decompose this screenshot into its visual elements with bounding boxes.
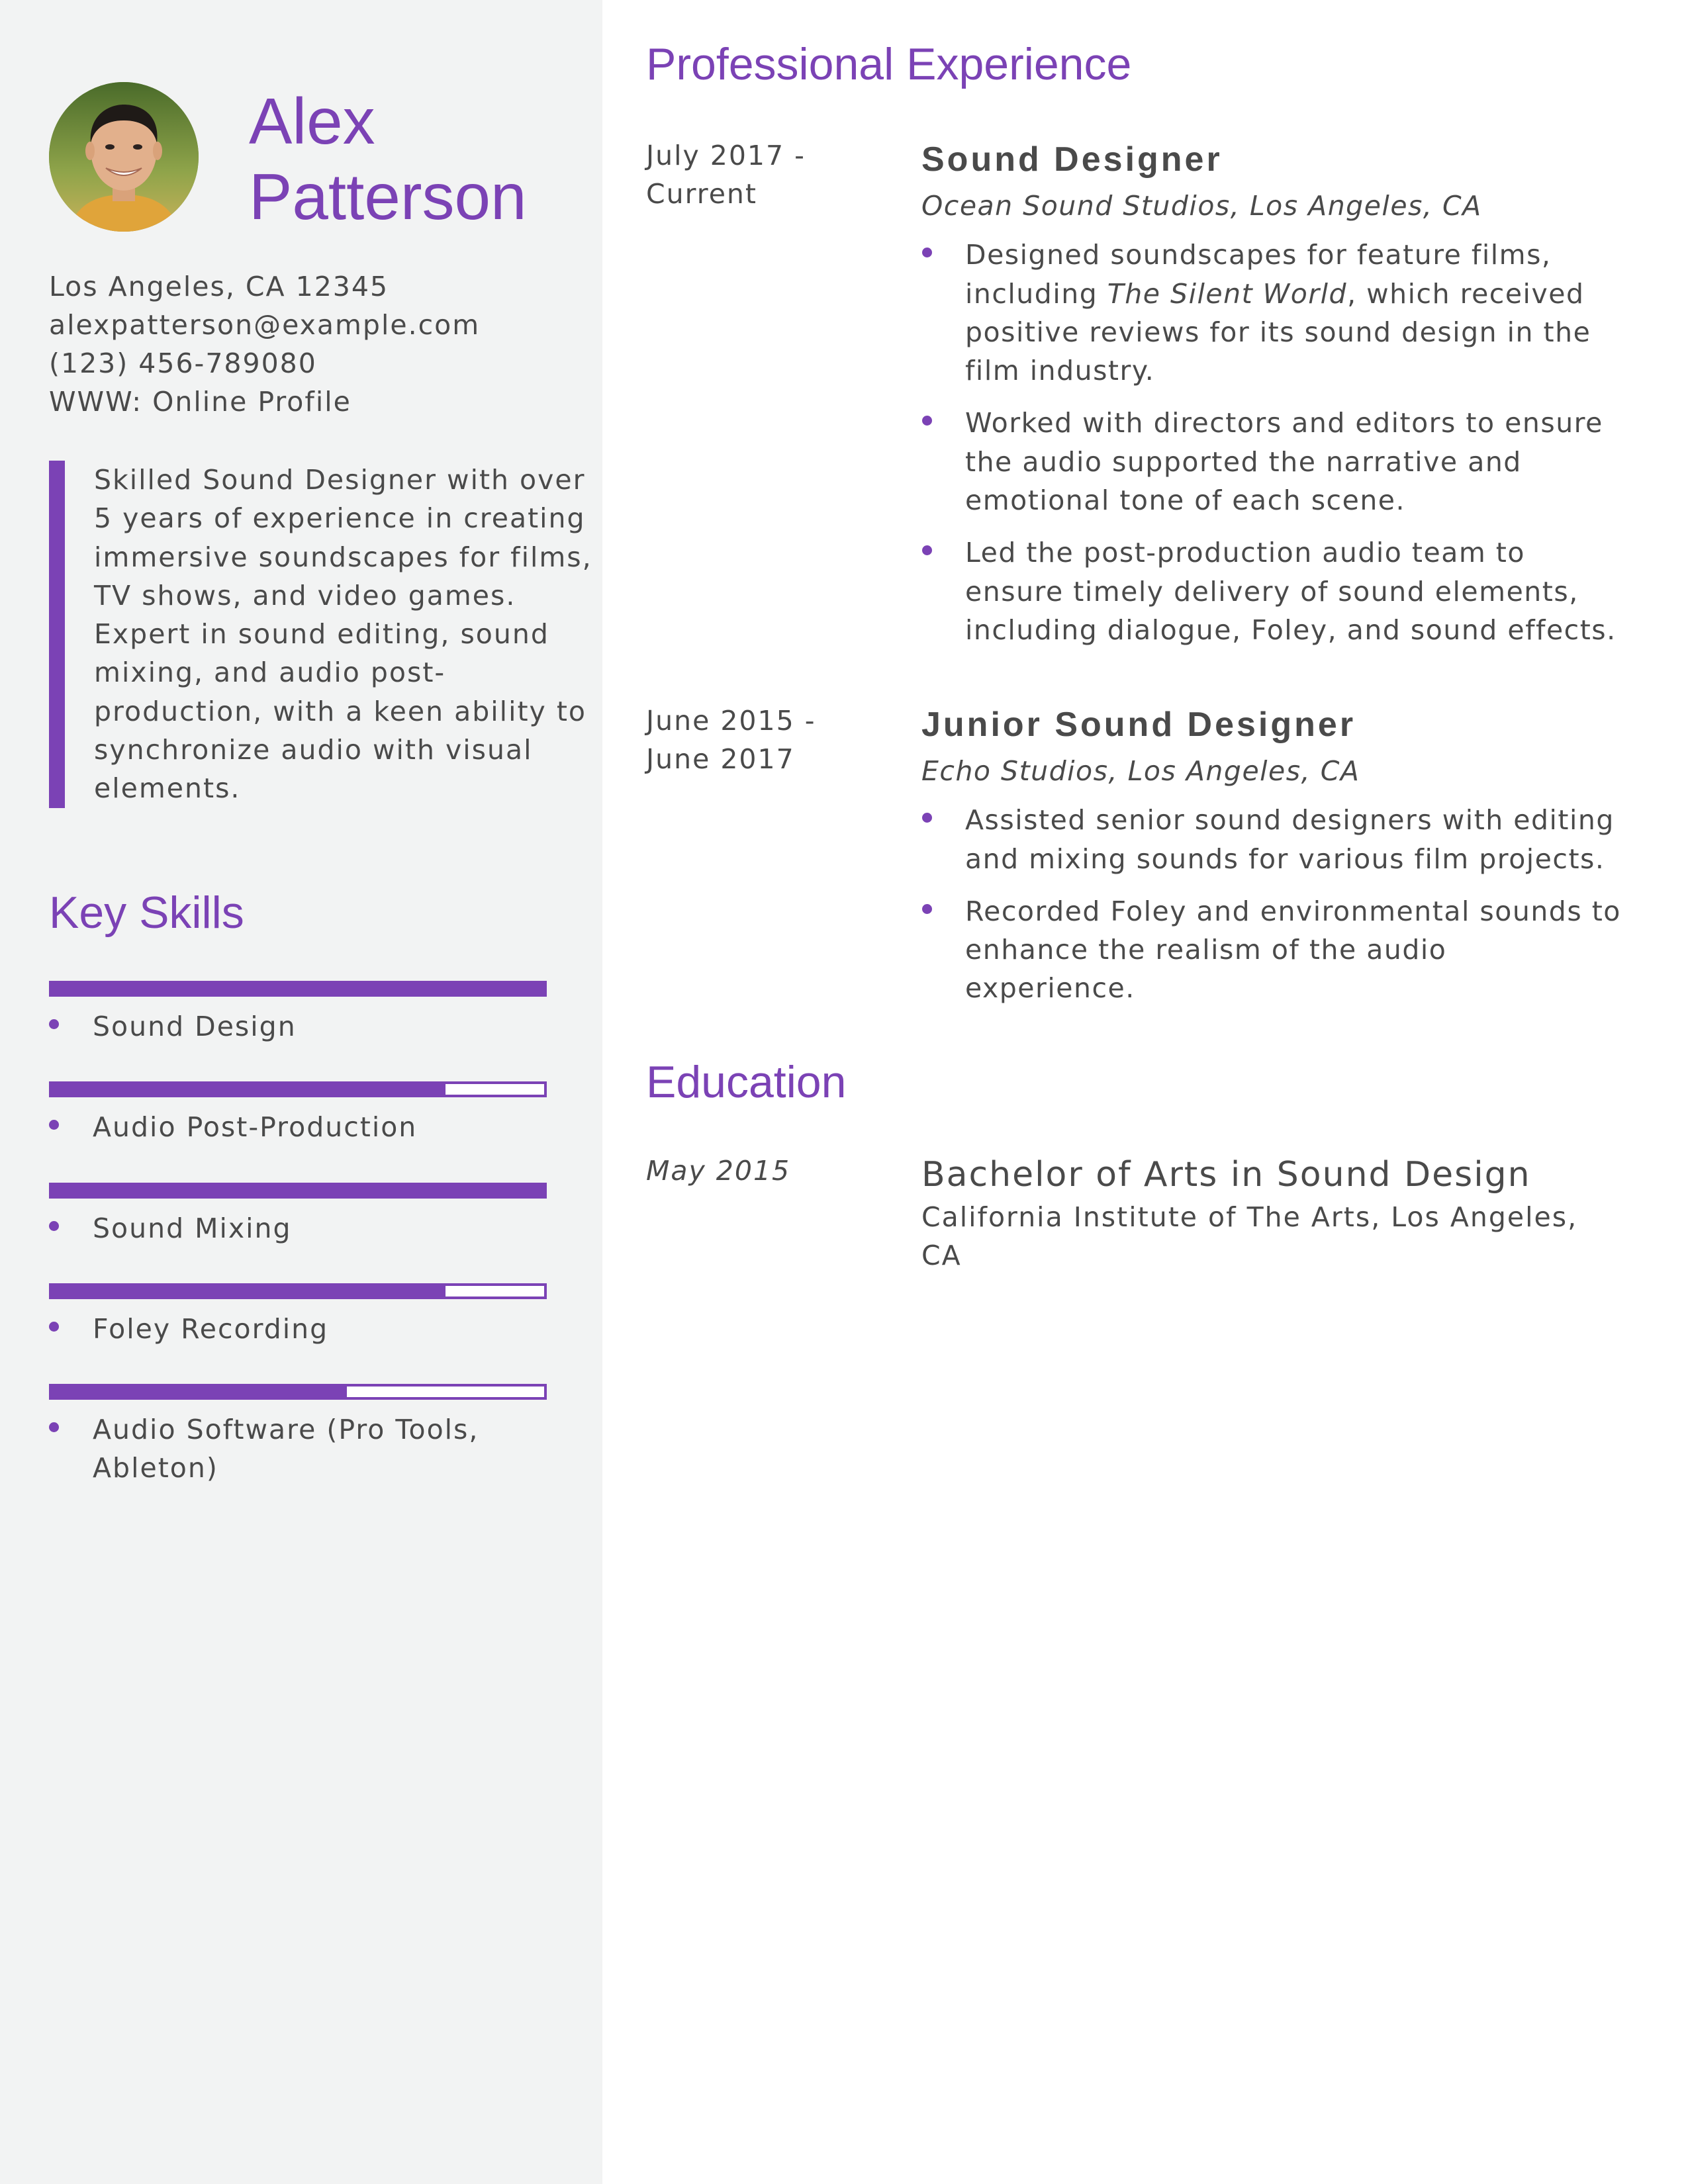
candidate-name	[249, 83, 593, 234]
job-entry	[646, 136, 1665, 649]
skill-item	[49, 981, 547, 1046]
bullet-icon	[922, 248, 932, 257]
first-name: Alex	[249, 85, 375, 158]
skill-item	[49, 1183, 547, 1248]
bullet-icon	[49, 1019, 59, 1029]
bullet-icon	[922, 545, 932, 555]
skill-level-fill	[52, 1185, 544, 1196]
degree: Bachelor of Arts in Sound Design	[921, 1155, 1531, 1195]
job-dates	[646, 702, 884, 779]
list-item	[921, 236, 1626, 390]
skill-item	[49, 1384, 547, 1488]
bullet-icon	[922, 904, 932, 914]
skill-level-bar	[49, 1081, 547, 1097]
skill-item	[49, 1283, 547, 1348]
skills-list	[49, 981, 547, 1488]
job-entry	[646, 702, 1665, 1008]
bullet-text: Recorded Foley and environmental sounds to enhance the realism of the audio experience.	[965, 895, 1621, 1005]
address: Los Angeles, CA 12345	[49, 271, 389, 302]
email-link[interactable]: alexpatterson@example.com	[49, 309, 481, 341]
sidebar	[0, 0, 602, 2184]
list-item	[921, 801, 1626, 878]
bullet-emphasis: The Silent World	[1107, 277, 1348, 310]
job-date-start: July 2017 -	[646, 140, 806, 171]
job-company: Echo Studios, Los Angeles, CA	[921, 755, 1360, 787]
skill-label: Audio Post-Production	[93, 1111, 418, 1144]
skill-level-bar	[49, 981, 547, 997]
bullet-text-after: , which received positive reviews for its sound design in the film industry.	[965, 277, 1591, 387]
job-dates	[646, 136, 884, 214]
skill-label: Sound Mixing	[93, 1212, 292, 1244]
last-name: Patterson	[249, 160, 527, 233]
job-bullets	[921, 801, 1626, 1007]
education-heading: Education	[646, 1057, 847, 1107]
professional-summary: Skilled Sound Designer with over 5 years of experience in creating immersive soundscapes for films, TV shows, and video games. Expert in sound editing, sound mixing, and audio post-production, with a keen ability to synchronize audio with visual elements.	[49, 461, 597, 808]
list-item	[921, 533, 1626, 649]
skill-level-bar	[49, 1283, 547, 1299]
key-skills-heading: Key Skills	[49, 887, 244, 938]
job-date-start: June 2015 -	[646, 705, 816, 737]
bullet-text: Assisted senior sound designers with editing and mixing sounds for various film projects.	[965, 804, 1615, 875]
contact-info	[49, 267, 579, 421]
job-title: Sound Designer	[921, 140, 1223, 179]
skill-level-bar	[49, 1384, 547, 1400]
phone: (123) 456-789080	[49, 347, 317, 379]
bullet-icon	[49, 1221, 59, 1231]
skill-level-fill	[52, 1084, 445, 1095]
job-bullets	[921, 236, 1626, 649]
bullet-text: Designed soundscapes for feature films, including	[965, 239, 1552, 310]
bullet-icon	[49, 1322, 59, 1332]
school: California Institute of The Arts, Los Angeles, CA	[921, 1201, 1578, 1272]
bullet-icon	[922, 813, 932, 823]
skill-label: Audio Software (Pro Tools, Ableton)	[93, 1414, 479, 1484]
list-item	[921, 892, 1626, 1008]
bullet-text: Led the post-production audio team to ensure timely delivery of sound elements, including dialogue, Foley, and sound effects.	[965, 537, 1617, 646]
portrait-photo-icon	[49, 82, 199, 232]
website-link[interactable]: WWW: Online Profile	[49, 386, 352, 418]
bullet-icon	[922, 416, 932, 426]
job-date-end: Current	[646, 178, 757, 210]
education-date: May 2015	[646, 1155, 791, 1187]
skill-item	[49, 1081, 547, 1146]
skill-label: Foley Recording	[93, 1312, 329, 1345]
list-item	[921, 404, 1626, 520]
skill-level-fill	[52, 983, 544, 994]
education-entry	[646, 1152, 1665, 1275]
job-company: Ocean Sound Studios, Los Angeles, CA	[921, 190, 1482, 222]
job-title: Junior Sound Designer	[921, 705, 1356, 744]
skill-level-fill	[52, 1286, 445, 1297]
experience-heading: Professional Experience	[646, 39, 1132, 89]
bullet-text: Worked with directors and editors to ensure the audio supported the narrative and emotional tone of each scene.	[965, 407, 1603, 517]
skill-level-bar	[49, 1183, 547, 1199]
profile-photo	[49, 82, 199, 232]
job-date-end: June 2017	[646, 743, 795, 776]
bullet-icon	[49, 1120, 59, 1130]
skill-label: Sound Design	[93, 1011, 297, 1042]
skill-level-fill	[52, 1387, 347, 1397]
bullet-icon	[49, 1422, 59, 1432]
